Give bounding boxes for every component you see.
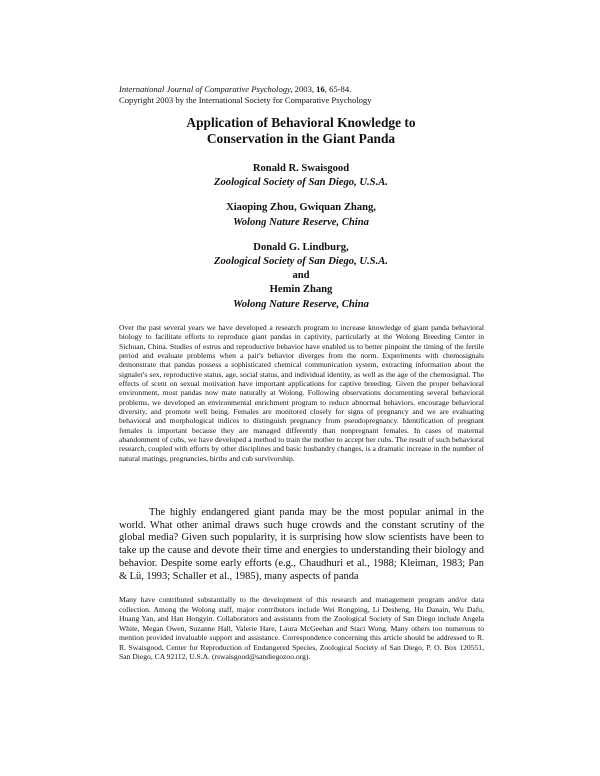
- author-name: Ronald R. Swaisgood: [252, 163, 350, 174]
- journal-year: 2003,: [292, 84, 317, 94]
- author-conjunction: and: [292, 270, 310, 282]
- author-affiliation: Wolong Nature Reserve, China: [233, 216, 369, 228]
- author-name: Hemin Zhang: [269, 284, 333, 296]
- journal-header: [119, 84, 499, 105]
- author-affiliation: Zoological Society of San Diego, U.S.A.: [214, 177, 388, 189]
- title-line-2: Conservation in the Giant Panda: [206, 131, 396, 147]
- citation-line: [119, 84, 499, 95]
- author-note: [119, 595, 484, 662]
- author-name: Donald G. Lindburg,: [253, 241, 349, 253]
- paper-title: [119, 115, 483, 147]
- journal-pages: , 65-84.: [324, 84, 352, 94]
- author-affiliation: Zoological Society of San Diego, U.S.A.: [214, 256, 388, 268]
- copyright-line: Copyright 2003 by the International Society for Comparative Psychology: [119, 94, 372, 105]
- body-text: [119, 507, 484, 583]
- journal-name: International Journal of Comparative Psychology,: [119, 84, 293, 94]
- author-note-text: Many have contributed substantially to the development of this research and management program and/or data collection. Among the Wolong staff, major contributors include Wei Rongping, Li Desheng, Hu Danain, Wu Dafu, Huang Yan, and Han Hongyin. Collaborators and assistants from the Zoological Society of San Diego include Angela White, Megan Owen, Suzanne Hall, Valerie Hare, Laura McGeehan and Staci Wong. Many others too numerous to mention provided invaluable support and assistance. Correspondence concerning this article should be addressed to R. R. Swaisgood, Center for Reproduction of Endangered Species, Zoological Society of San Diego, P. O. Box 120551, San Diego, CA 92112, U.S.A. (rswaisgood@sandiegozoo.org).: [119, 595, 484, 662]
- author-name: Xiaoping Zhou, Gwiquan Zhang,: [226, 202, 376, 214]
- author-affiliation: Wolong Nature Reserve, China: [233, 298, 369, 310]
- journal-volume: 16: [316, 84, 325, 94]
- author-block: [119, 162, 483, 312]
- title-line-1: Application of Behavioral Knowledge to: [186, 115, 416, 130]
- body-paragraph: The highly endangered giant panda may be the most popular animal in the world. What other animal draws such huge crowds and the constant scrutiny of the global media? Given such popularity, it is surprising how slow scientists have been to take up the cause and devote their time and energies to understanding their biology and behavior. Despite some early efforts (e.g., Chaudhuri et al., 1988; Kleiman, 1983; Pan & Lü, 1993; Schaller et al., 1985), many aspects of panda: [119, 507, 484, 582]
- abstract-text: Over the past several years we have developed a research program to increase knowledge of giant panda behavioral biology to facilitate efforts to reproduce giant pandas in captivity, particularly at the Wolong Breeding Center in Sichuan, China. Studies of estrus and reproductive behavior have enabled us to better pinpoint the timing of the fertile period and evaluate problems when a pair's behavior diverges from the norm. Experiments with chemosignals demonstrate that pandas possess a sophisticated chemical communication system, extracting information about the signaler's sex, reproductive status, age, social status, and individual identity, as well as the age of the chemosignal. The effects of scent on sexual motivation have important applications for captive breeding. Given the proper behavioral environment, most pandas now mate naturally at Wolong. Following observations documenting several behavioral problems, we developed an environmental enrichment program to reduce abnormal behaviors, encourage behavioral diversity, and promote well being. Females are monitored closely for signs of pregnancy and we are evaluating behavioral and morphological indices to distinguish pregnancy from pseudopregnancy. Identification of pregnant females is important because they are managed differently than nonpregnant females. In cases of maternal abandonment of cubs, we have developed a method to train the mother to accept her cubs. The result of such behavioral research, coupled with efforts by other disciplines and basic husbandry changes, is a dramatic increase in the number of natural matings, pregnancies, births and cub survivorship.: [119, 323, 484, 463]
- abstract: [119, 323, 484, 463]
